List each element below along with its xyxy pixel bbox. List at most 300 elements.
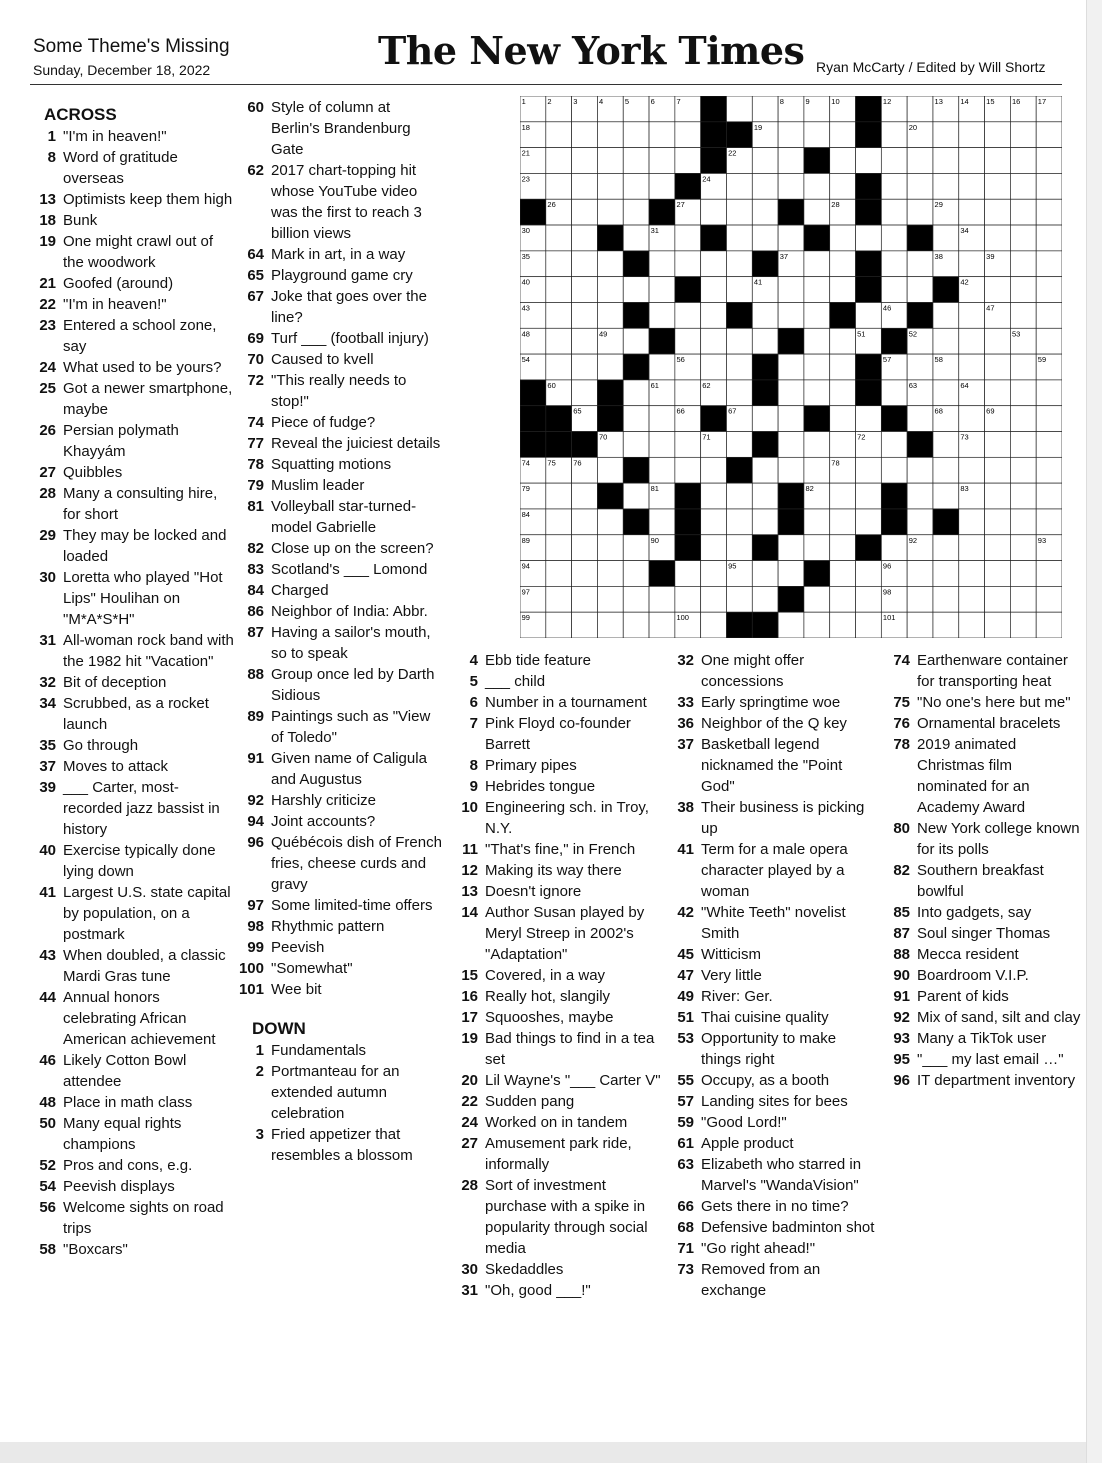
grid-cell[interactable] (675, 225, 701, 251)
grid-cell[interactable] (985, 457, 1011, 483)
grid-cell[interactable] (675, 251, 701, 277)
grid-cell[interactable] (804, 457, 830, 483)
grid-cell[interactable] (701, 612, 727, 638)
grid-cell[interactable] (752, 406, 778, 432)
grid-cell[interactable] (623, 148, 649, 174)
down-clue[interactable] (884, 1028, 1084, 1049)
grid-cell[interactable] (752, 586, 778, 612)
grid-cell[interactable] (675, 380, 701, 406)
across-clue[interactable] (238, 160, 443, 244)
grid-cell[interactable] (1036, 277, 1062, 303)
grid-cell[interactable] (933, 122, 959, 148)
grid-cell[interactable] (778, 302, 804, 328)
grid-cell[interactable] (623, 328, 649, 354)
grid-cell[interactable] (675, 586, 701, 612)
grid-cell[interactable] (778, 122, 804, 148)
down-clue[interactable] (668, 692, 878, 713)
grid-cell[interactable] (546, 251, 572, 277)
down-clue[interactable] (452, 671, 662, 692)
down-clue[interactable] (238, 1124, 443, 1166)
grid-cell[interactable] (881, 457, 907, 483)
grid-cell[interactable] (778, 354, 804, 380)
across-clue[interactable] (30, 273, 235, 294)
grid-cell[interactable] (1036, 483, 1062, 509)
grid-cell[interactable] (1010, 457, 1036, 483)
grid-cell[interactable] (985, 509, 1011, 535)
grid-cell[interactable] (726, 225, 752, 251)
grid-cell[interactable] (830, 509, 856, 535)
across-clue[interactable] (30, 147, 235, 189)
grid-cell[interactable] (778, 432, 804, 458)
grid-cell[interactable] (597, 509, 623, 535)
down-clue[interactable] (884, 944, 1084, 965)
grid-cell[interactable] (933, 173, 959, 199)
down-clue[interactable] (884, 1049, 1084, 1070)
grid-cell[interactable] (959, 612, 985, 638)
grid-cell[interactable] (804, 302, 830, 328)
grid-cell[interactable] (830, 122, 856, 148)
across-clue[interactable] (30, 462, 235, 483)
across-clue[interactable] (238, 454, 443, 475)
grid-cell[interactable] (778, 612, 804, 638)
grid-cell[interactable] (985, 122, 1011, 148)
grid-cell[interactable] (675, 432, 701, 458)
grid-cell[interactable] (701, 199, 727, 225)
grid-cell[interactable] (752, 199, 778, 225)
grid-cell[interactable] (985, 561, 1011, 587)
across-clue[interactable] (238, 895, 443, 916)
down-clue[interactable] (452, 797, 662, 839)
grid-cell[interactable] (1036, 122, 1062, 148)
grid-cell[interactable] (856, 483, 882, 509)
grid-cell[interactable] (1036, 251, 1062, 277)
grid-cell[interactable] (597, 173, 623, 199)
grid-cell[interactable] (726, 509, 752, 535)
down-clue[interactable] (668, 965, 878, 986)
down-clue[interactable] (668, 1007, 878, 1028)
down-clue[interactable] (452, 1175, 662, 1259)
grid-cell[interactable] (881, 225, 907, 251)
across-clue[interactable] (30, 1239, 235, 1260)
grid-cell[interactable] (572, 173, 598, 199)
grid-cell[interactable] (933, 586, 959, 612)
down-clue[interactable] (884, 692, 1084, 713)
grid-cell[interactable] (907, 354, 933, 380)
grid-cell[interactable] (649, 432, 675, 458)
grid-cell[interactable] (778, 277, 804, 303)
across-clue[interactable] (238, 601, 443, 622)
grid-cell[interactable] (649, 302, 675, 328)
across-clue[interactable] (30, 987, 235, 1050)
down-clue[interactable] (452, 1112, 662, 1133)
grid-cell[interactable] (546, 354, 572, 380)
down-clue[interactable] (452, 986, 662, 1007)
grid-cell[interactable] (1010, 225, 1036, 251)
grid-cell[interactable] (778, 225, 804, 251)
grid-cell[interactable] (830, 380, 856, 406)
across-clue[interactable] (30, 1113, 235, 1155)
grid-cell[interactable] (985, 199, 1011, 225)
grid-cell[interactable] (881, 535, 907, 561)
grid-cell[interactable] (1036, 225, 1062, 251)
grid-cell[interactable] (856, 586, 882, 612)
grid-cell[interactable] (1036, 199, 1062, 225)
grid-cell[interactable] (933, 432, 959, 458)
grid-cell[interactable] (546, 612, 572, 638)
grid-cell[interactable] (881, 122, 907, 148)
across-clue[interactable] (238, 412, 443, 433)
grid-cell[interactable] (1010, 535, 1036, 561)
grid-cell[interactable] (675, 148, 701, 174)
grid-cell[interactable] (752, 483, 778, 509)
grid-cell[interactable] (752, 561, 778, 587)
grid-cell[interactable] (804, 122, 830, 148)
across-clue[interactable] (30, 567, 235, 630)
down-clue[interactable] (668, 1112, 878, 1133)
grid-cell[interactable] (752, 225, 778, 251)
grid-cell[interactable] (985, 225, 1011, 251)
grid-cell[interactable] (572, 380, 598, 406)
grid-cell[interactable] (907, 199, 933, 225)
grid-cell[interactable] (804, 380, 830, 406)
grid-cell[interactable] (623, 406, 649, 432)
down-clue[interactable] (452, 755, 662, 776)
grid-cell[interactable] (597, 457, 623, 483)
across-clue[interactable] (238, 622, 443, 664)
down-clue[interactable] (452, 776, 662, 797)
grid-cell[interactable] (701, 509, 727, 535)
down-clue[interactable] (452, 1070, 662, 1091)
down-clue[interactable] (668, 986, 878, 1007)
grid-cell[interactable] (804, 354, 830, 380)
grid-cell[interactable] (752, 328, 778, 354)
grid-cell[interactable] (933, 535, 959, 561)
grid-cell[interactable] (649, 251, 675, 277)
grid-cell[interactable] (778, 406, 804, 432)
grid-cell[interactable] (572, 328, 598, 354)
grid-cell[interactable] (1010, 302, 1036, 328)
grid-cell[interactable] (623, 225, 649, 251)
across-clue[interactable] (30, 756, 235, 777)
grid-cell[interactable] (572, 251, 598, 277)
down-clue[interactable] (452, 881, 662, 902)
across-clue[interactable] (30, 672, 235, 693)
grid-cell[interactable] (907, 277, 933, 303)
grid-cell[interactable] (726, 535, 752, 561)
down-clue[interactable] (452, 1259, 662, 1280)
grid-cell[interactable] (830, 561, 856, 587)
grid-cell[interactable] (1036, 328, 1062, 354)
grid-cell[interactable] (597, 122, 623, 148)
down-clue[interactable] (452, 692, 662, 713)
grid-cell[interactable] (649, 586, 675, 612)
grid-cell[interactable] (752, 509, 778, 535)
down-clue[interactable] (668, 1091, 878, 1112)
grid-cell[interactable] (985, 328, 1011, 354)
grid-cell[interactable] (1036, 509, 1062, 535)
grid-cell[interactable] (572, 483, 598, 509)
grid-cell[interactable] (959, 173, 985, 199)
grid-cell[interactable] (804, 612, 830, 638)
grid-cell[interactable] (701, 251, 727, 277)
grid-cell[interactable] (907, 173, 933, 199)
grid-cell[interactable] (1010, 354, 1036, 380)
grid-cell[interactable] (959, 561, 985, 587)
grid-cell[interactable] (1010, 251, 1036, 277)
grid-cell[interactable] (649, 457, 675, 483)
grid-cell[interactable] (830, 535, 856, 561)
grid-cell[interactable] (907, 483, 933, 509)
across-clue[interactable] (238, 328, 443, 349)
across-clue[interactable] (238, 370, 443, 412)
grid-cell[interactable] (907, 406, 933, 432)
across-clue[interactable] (30, 1092, 235, 1113)
grid-cell[interactable] (701, 354, 727, 380)
grid-cell[interactable] (726, 586, 752, 612)
grid-cell[interactable] (649, 122, 675, 148)
grid-cell[interactable] (701, 535, 727, 561)
grid-cell[interactable] (856, 561, 882, 587)
grid-cell[interactable] (546, 225, 572, 251)
grid-cell[interactable] (752, 302, 778, 328)
down-clue[interactable] (452, 650, 662, 671)
grid-cell[interactable] (856, 302, 882, 328)
grid-cell[interactable] (804, 251, 830, 277)
grid-cell[interactable] (985, 483, 1011, 509)
down-clue[interactable] (452, 902, 662, 965)
grid-cell[interactable] (830, 277, 856, 303)
across-clue[interactable] (238, 286, 443, 328)
grid-cell[interactable] (726, 199, 752, 225)
across-clue[interactable] (30, 126, 235, 147)
grid-cell[interactable] (830, 406, 856, 432)
down-clue[interactable] (668, 1133, 878, 1154)
grid-cell[interactable] (933, 302, 959, 328)
grid-cell[interactable] (933, 561, 959, 587)
grid-cell[interactable] (623, 586, 649, 612)
grid-cell[interactable] (1036, 406, 1062, 432)
grid-cell[interactable] (985, 612, 1011, 638)
grid-cell[interactable] (830, 354, 856, 380)
grid-cell[interactable] (830, 432, 856, 458)
across-clue[interactable] (30, 1155, 235, 1176)
across-clue[interactable] (238, 97, 443, 160)
down-clue[interactable] (452, 713, 662, 755)
grid-cell[interactable] (546, 122, 572, 148)
across-clue[interactable] (238, 559, 443, 580)
grid-cell[interactable] (597, 277, 623, 303)
grid-cell[interactable] (778, 535, 804, 561)
grid-cell[interactable] (546, 586, 572, 612)
grid-cell[interactable] (546, 148, 572, 174)
grid-cell[interactable] (701, 277, 727, 303)
across-clue[interactable] (238, 832, 443, 895)
grid-cell[interactable] (830, 612, 856, 638)
grid-cell[interactable] (726, 328, 752, 354)
across-clue[interactable] (30, 294, 235, 315)
down-clue[interactable] (452, 1280, 662, 1301)
grid-cell[interactable] (959, 122, 985, 148)
down-clue[interactable] (884, 965, 1084, 986)
grid-cell[interactable] (572, 199, 598, 225)
across-clue[interactable] (30, 840, 235, 882)
grid-cell[interactable] (1010, 122, 1036, 148)
grid-cell[interactable] (1036, 173, 1062, 199)
grid-cell[interactable] (572, 561, 598, 587)
grid-cell[interactable] (856, 406, 882, 432)
across-clue[interactable] (30, 420, 235, 462)
down-clue[interactable] (668, 1154, 878, 1196)
across-clue[interactable] (238, 811, 443, 832)
grid-cell[interactable] (985, 277, 1011, 303)
grid-cell[interactable] (623, 535, 649, 561)
grid-cell[interactable] (830, 173, 856, 199)
grid-cell[interactable] (907, 561, 933, 587)
across-clue[interactable] (238, 664, 443, 706)
grid-cell[interactable] (546, 483, 572, 509)
grid-cell[interactable] (1010, 199, 1036, 225)
down-clue[interactable] (452, 1133, 662, 1175)
grid-cell[interactable] (881, 277, 907, 303)
down-clue[interactable] (668, 839, 878, 902)
grid-cell[interactable] (1010, 432, 1036, 458)
down-clue[interactable] (668, 1217, 878, 1238)
grid-cell[interactable] (830, 225, 856, 251)
crossword-grid[interactable] (520, 96, 1062, 638)
grid-cell[interactable] (726, 251, 752, 277)
grid-cell[interactable] (804, 199, 830, 225)
grid-cell[interactable] (572, 354, 598, 380)
grid-cell[interactable] (701, 483, 727, 509)
grid-cell[interactable] (726, 96, 752, 122)
grid-cell[interactable] (726, 432, 752, 458)
grid-cell[interactable] (933, 225, 959, 251)
grid-cell[interactable] (726, 380, 752, 406)
grid-cell[interactable] (649, 612, 675, 638)
across-clue[interactable] (30, 1176, 235, 1197)
grid-cell[interactable] (933, 328, 959, 354)
grid-cell[interactable] (1036, 612, 1062, 638)
across-clue[interactable] (238, 706, 443, 748)
grid-cell[interactable] (933, 380, 959, 406)
grid-cell[interactable] (907, 457, 933, 483)
down-clue[interactable] (668, 797, 878, 839)
grid-cell[interactable] (649, 354, 675, 380)
down-clue[interactable] (452, 1028, 662, 1070)
across-clue[interactable] (238, 790, 443, 811)
grid-cell[interactable] (597, 586, 623, 612)
down-clue[interactable] (238, 1040, 443, 1061)
across-clue[interactable] (30, 693, 235, 735)
down-clue[interactable] (668, 1196, 878, 1217)
grid-cell[interactable] (546, 535, 572, 561)
across-clue[interactable] (30, 315, 235, 357)
grid-cell[interactable] (572, 302, 598, 328)
grid-cell[interactable] (649, 406, 675, 432)
down-clue[interactable] (884, 986, 1084, 1007)
grid-cell[interactable] (933, 457, 959, 483)
across-clue[interactable] (30, 777, 235, 840)
across-clue[interactable] (238, 496, 443, 538)
grid-cell[interactable] (1010, 586, 1036, 612)
grid-cell[interactable] (572, 122, 598, 148)
grid-cell[interactable] (623, 380, 649, 406)
across-clue[interactable] (30, 630, 235, 672)
grid-cell[interactable] (546, 173, 572, 199)
grid-cell[interactable] (752, 96, 778, 122)
grid-cell[interactable] (985, 380, 1011, 406)
down-clue[interactable] (884, 1007, 1084, 1028)
grid-cell[interactable] (701, 561, 727, 587)
grid-cell[interactable] (959, 148, 985, 174)
down-clue[interactable] (884, 1070, 1084, 1091)
grid-cell[interactable] (881, 199, 907, 225)
down-clue[interactable] (668, 650, 878, 692)
grid-cell[interactable] (881, 432, 907, 458)
grid-cell[interactable] (649, 509, 675, 535)
grid-cell[interactable] (623, 561, 649, 587)
grid-cell[interactable] (701, 457, 727, 483)
down-clue[interactable] (668, 902, 878, 944)
grid-cell[interactable] (649, 277, 675, 303)
across-clue[interactable] (238, 244, 443, 265)
across-clue[interactable] (30, 1197, 235, 1239)
across-clue[interactable] (30, 882, 235, 945)
grid-cell[interactable] (597, 251, 623, 277)
down-clue[interactable] (668, 1259, 878, 1301)
grid-cell[interactable] (597, 199, 623, 225)
grid-cell[interactable] (623, 432, 649, 458)
down-clue[interactable] (668, 944, 878, 965)
grid-cell[interactable] (959, 586, 985, 612)
across-clue[interactable] (30, 735, 235, 756)
across-clue[interactable] (238, 265, 443, 286)
grid-cell[interactable] (623, 483, 649, 509)
grid-cell[interactable] (933, 483, 959, 509)
grid-cell[interactable] (623, 199, 649, 225)
grid-cell[interactable] (726, 173, 752, 199)
down-clue[interactable] (452, 839, 662, 860)
grid-cell[interactable] (1036, 561, 1062, 587)
across-clue[interactable] (30, 210, 235, 231)
grid-cell[interactable] (907, 148, 933, 174)
grid-cell[interactable] (752, 148, 778, 174)
grid-cell[interactable] (623, 277, 649, 303)
across-clue[interactable] (30, 1050, 235, 1092)
grid-cell[interactable] (1036, 432, 1062, 458)
grid-cell[interactable] (701, 302, 727, 328)
down-clue[interactable] (452, 1091, 662, 1112)
grid-cell[interactable] (572, 509, 598, 535)
grid-cell[interactable] (572, 612, 598, 638)
grid-cell[interactable] (985, 432, 1011, 458)
grid-cell[interactable] (856, 225, 882, 251)
grid-cell[interactable] (778, 457, 804, 483)
grid-cell[interactable] (597, 302, 623, 328)
grid-cell[interactable] (572, 535, 598, 561)
across-clue[interactable] (30, 945, 235, 987)
down-clue[interactable] (452, 1007, 662, 1028)
grid-cell[interactable] (1010, 483, 1036, 509)
grid-cell[interactable] (546, 328, 572, 354)
grid-cell[interactable] (572, 277, 598, 303)
grid-cell[interactable] (959, 354, 985, 380)
grid-cell[interactable] (752, 457, 778, 483)
grid-cell[interactable] (907, 509, 933, 535)
grid-cell[interactable] (881, 251, 907, 277)
across-clue[interactable] (238, 349, 443, 370)
grid-cell[interactable] (804, 432, 830, 458)
